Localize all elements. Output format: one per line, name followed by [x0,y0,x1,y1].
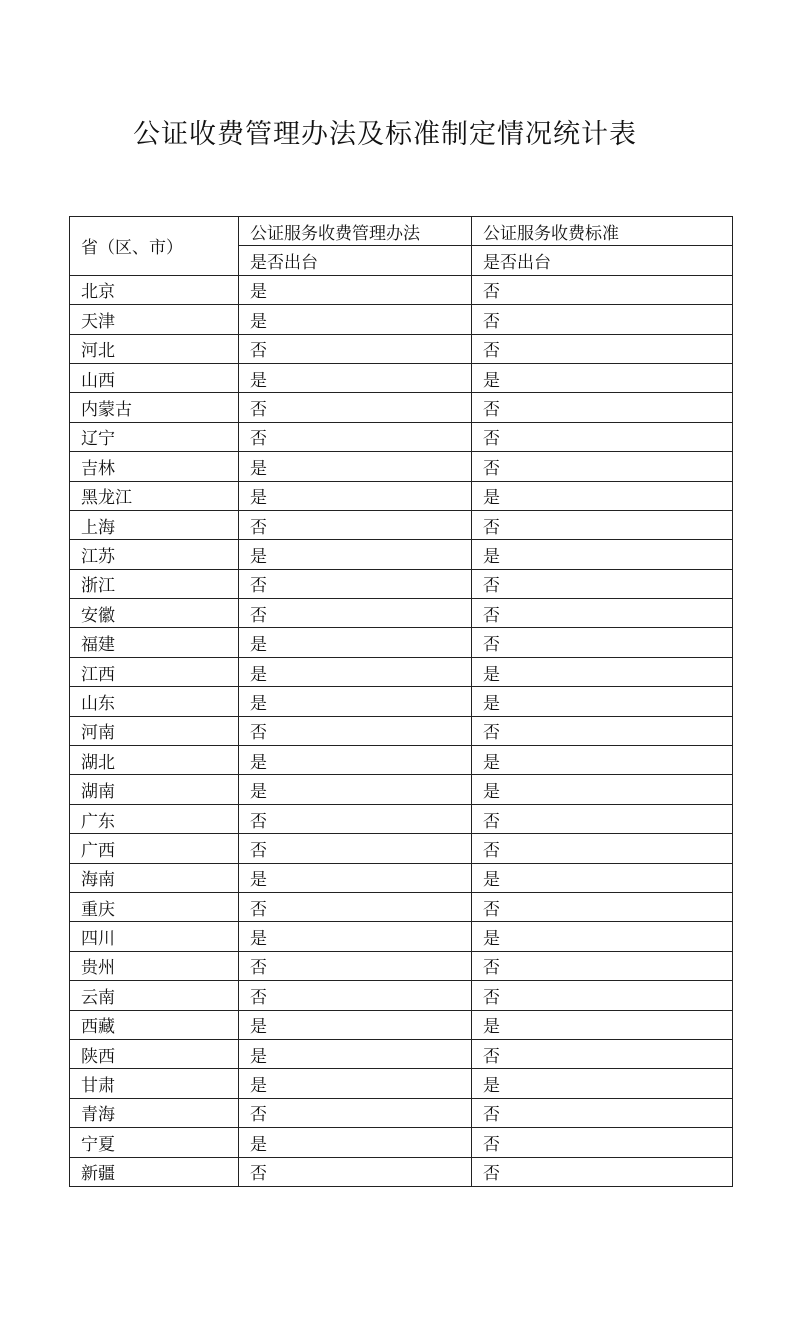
table-row [70,599,733,628]
cell-standard: 是 [472,775,733,804]
cell-standard: 否 [472,716,733,745]
cell-standard: 否 [472,951,733,980]
cell-method: 否 [239,1098,472,1127]
cell-standard: 否 [472,628,733,657]
cell-method: 否 [239,951,472,980]
cell-standard: 否 [472,452,733,481]
cell-standard: 是 [472,1010,733,1039]
cell-region: 西藏 [70,1010,239,1039]
cell-region: 甘肃 [70,1069,239,1098]
cell-method: 是 [239,1128,472,1157]
table-row [70,804,733,833]
table-row [70,569,733,598]
cell-method: 否 [239,981,472,1010]
cell-standard: 否 [472,599,733,628]
cell-region: 安徽 [70,599,239,628]
table-row [70,334,733,363]
cell-method: 是 [239,922,472,951]
cell-region: 浙江 [70,569,239,598]
header-method: 公证服务收费管理办法 [239,217,472,246]
table-row [70,305,733,334]
header-method-sub: 是否出台 [239,246,472,275]
cell-method: 否 [239,393,472,422]
table-header [70,217,733,276]
cell-region: 辽宁 [70,422,239,451]
cell-method: 否 [239,1157,472,1186]
cell-method: 是 [239,275,472,304]
cell-region: 重庆 [70,892,239,921]
cell-region: 四川 [70,922,239,951]
cell-standard: 否 [472,305,733,334]
cell-method: 是 [239,305,472,334]
table-row [70,922,733,951]
cell-region: 新疆 [70,1157,239,1186]
cell-region: 江西 [70,657,239,686]
cell-region: 河南 [70,716,239,745]
cell-standard: 否 [472,275,733,304]
table-row [70,452,733,481]
table-row [70,657,733,686]
cell-method: 否 [239,510,472,539]
cell-method: 是 [239,540,472,569]
cell-region: 广东 [70,804,239,833]
cell-method: 否 [239,422,472,451]
cell-standard: 否 [472,981,733,1010]
cell-method: 是 [239,481,472,510]
header-standard: 公证服务收费标准 [472,217,733,246]
cell-method: 是 [239,657,472,686]
cell-standard: 否 [472,804,733,833]
cell-standard: 是 [472,363,733,392]
cell-method: 否 [239,334,472,363]
cell-standard: 否 [472,393,733,422]
table-row [70,275,733,304]
cell-standard: 否 [472,334,733,363]
statistics-table [69,216,733,1187]
table-row [70,393,733,422]
cell-region: 福建 [70,628,239,657]
cell-region: 宁夏 [70,1128,239,1157]
header-standard-sub: 是否出台 [472,246,733,275]
cell-standard: 是 [472,657,733,686]
table-row [70,951,733,980]
table-row [70,981,733,1010]
cell-standard: 否 [472,1157,733,1186]
cell-region: 海南 [70,863,239,892]
cell-method: 是 [239,1039,472,1068]
cell-region: 山东 [70,687,239,716]
cell-region: 江苏 [70,540,239,569]
cell-region: 青海 [70,1098,239,1127]
cell-method: 否 [239,834,472,863]
table-row [70,540,733,569]
cell-region: 河北 [70,334,239,363]
cell-standard: 否 [472,1039,733,1068]
cell-method: 否 [239,716,472,745]
cell-standard: 否 [472,422,733,451]
table-body [70,275,733,1186]
cell-standard: 是 [472,687,733,716]
cell-standard: 否 [472,1098,733,1127]
table-row [70,628,733,657]
cell-standard: 否 [472,892,733,921]
cell-method: 否 [239,804,472,833]
table-row [70,834,733,863]
table-row [70,1069,733,1098]
cell-method: 是 [239,863,472,892]
cell-region: 上海 [70,510,239,539]
cell-standard: 是 [472,540,733,569]
cell-region: 湖南 [70,775,239,804]
cell-standard: 是 [472,863,733,892]
table-row [70,775,733,804]
table-row [70,1157,733,1186]
cell-standard: 否 [472,510,733,539]
cell-method: 是 [239,1010,472,1039]
cell-region: 吉林 [70,452,239,481]
cell-region: 天津 [70,305,239,334]
cell-method: 是 [239,746,472,775]
cell-standard: 是 [472,746,733,775]
cell-region: 云南 [70,981,239,1010]
page-title: 公证收费管理办法及标准制定情况统计表 [133,119,637,150]
cell-standard: 否 [472,569,733,598]
cell-method: 是 [239,687,472,716]
table-row [70,687,733,716]
table-row [70,1098,733,1127]
table-row [70,746,733,775]
cell-region: 陕西 [70,1039,239,1068]
cell-standard: 是 [472,481,733,510]
cell-method: 是 [239,1069,472,1098]
cell-region: 北京 [70,275,239,304]
cell-method: 否 [239,599,472,628]
table-row [70,1010,733,1039]
table-row [70,422,733,451]
cell-standard: 否 [472,834,733,863]
cell-standard: 否 [472,1128,733,1157]
table-row [70,1039,733,1068]
header-region: 省（区、市） [70,217,239,276]
cell-region: 湖北 [70,746,239,775]
table-row [70,716,733,745]
cell-method: 是 [239,628,472,657]
cell-method: 是 [239,363,472,392]
table-row [70,510,733,539]
cell-standard: 是 [472,1069,733,1098]
cell-region: 黑龙江 [70,481,239,510]
cell-standard: 是 [472,922,733,951]
table-row [70,1128,733,1157]
cell-region: 山西 [70,363,239,392]
header-row-top [70,217,733,246]
cell-method: 是 [239,452,472,481]
table-row [70,863,733,892]
cell-method: 否 [239,892,472,921]
table-row [70,363,733,392]
cell-method: 是 [239,775,472,804]
cell-region: 贵州 [70,951,239,980]
table-row [70,892,733,921]
cell-region: 广西 [70,834,239,863]
table-row [70,481,733,510]
cell-method: 否 [239,569,472,598]
cell-region: 内蒙古 [70,393,239,422]
